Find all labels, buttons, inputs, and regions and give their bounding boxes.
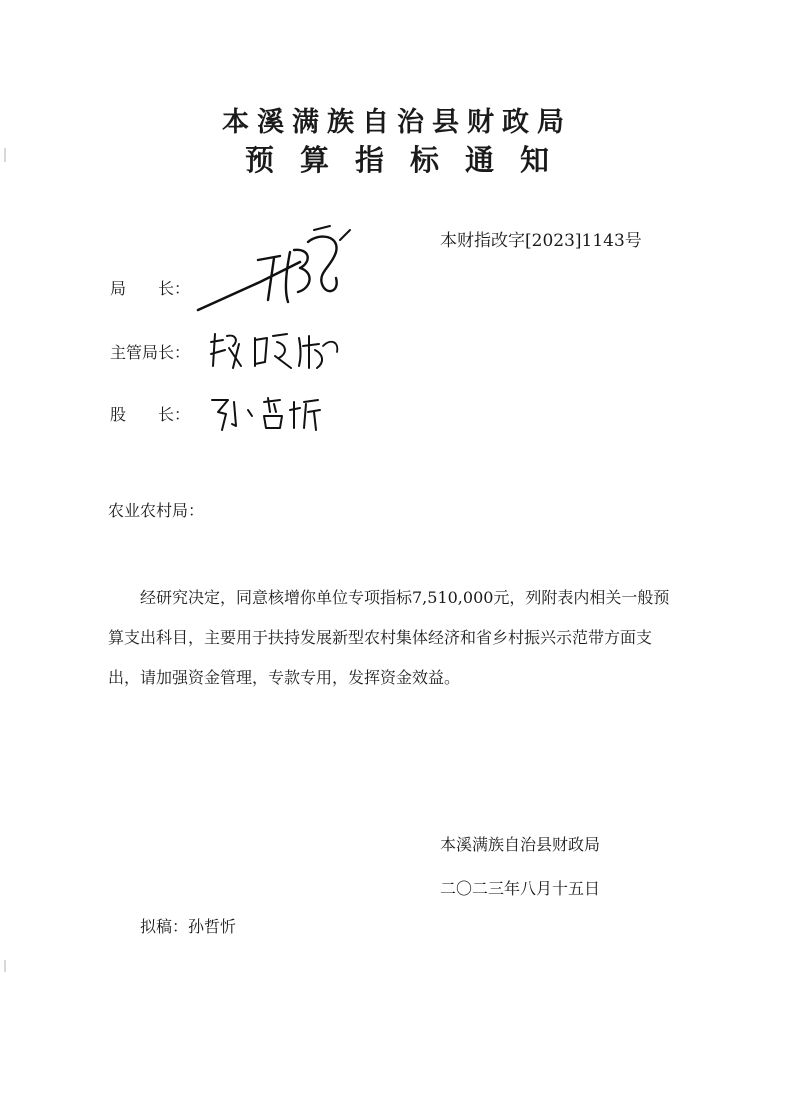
- drafter: 拟稿：孙哲忻: [140, 917, 237, 936]
- director-label: 局 长：: [110, 279, 191, 298]
- scan-artifact: [4, 960, 6, 972]
- issuing-authority: 本溪满族自治县财政局: [440, 835, 601, 854]
- document-number: 本财指改字[2023]1143号: [440, 231, 642, 251]
- notice-body: 经研究决定，同意核增你单位专项指标7,510,000元，列附表内相关一般预算支出科目，主要用于扶持发展新型农村集体经济和省乡村振兴示范带方面支出，请加强资金管理，专款专用，发挥资金效益。: [108, 588, 670, 687]
- issue-date: 二〇二三年八月十五日: [440, 879, 601, 898]
- document-title-line2: 预算指标通知: [244, 143, 575, 177]
- section-chief-signature: [208, 394, 338, 434]
- section-chief-label: 股 长：: [110, 405, 191, 424]
- director-signature: [190, 222, 360, 322]
- document-title-line1: 本溪满族自治县财政局: [222, 107, 572, 138]
- supervising-director-signature: [205, 326, 345, 376]
- scan-artifact: [4, 148, 6, 162]
- supervising-director-label: 主管局长：: [110, 343, 191, 362]
- addressee: 农业农村局：: [108, 501, 205, 520]
